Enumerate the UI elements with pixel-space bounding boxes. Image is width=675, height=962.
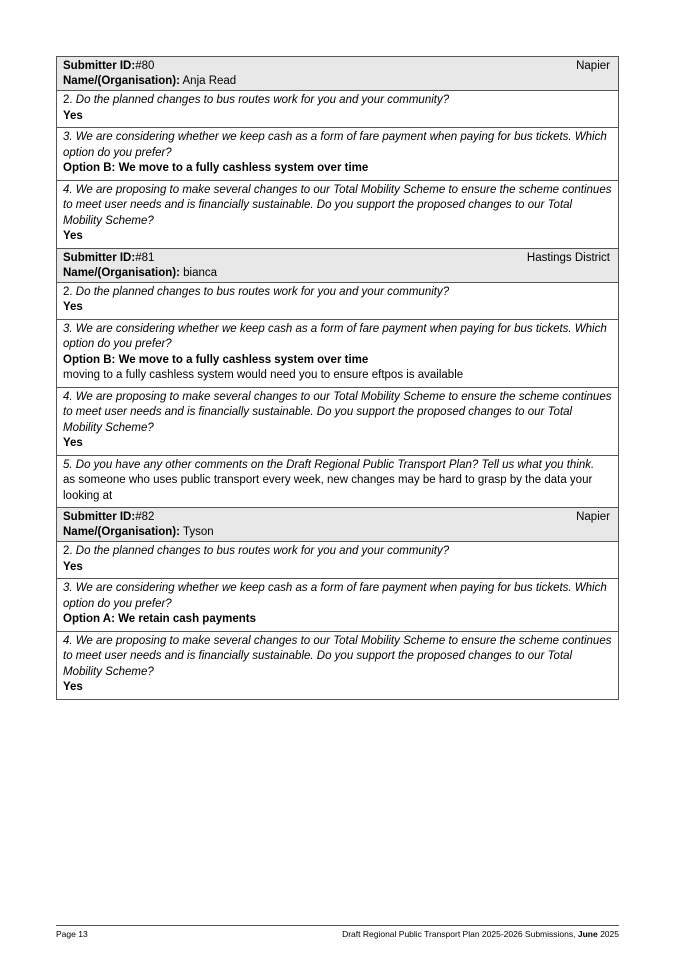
comment-text: moving to a fully cashless system would need you to ensure eftpos is available	[63, 369, 464, 381]
question-text: 4. We are proposing to make several changes to our Total Mobility Scheme to ensure the scheme continues to meet user needs and is financially sustainable. Do you support the proposed changes to our Total Mobility Scheme?	[63, 390, 612, 434]
response-row	[57, 91, 618, 128]
question-number: 2.	[63, 94, 73, 106]
response-row	[57, 632, 618, 699]
submitter-name: Anja Read	[182, 75, 237, 87]
answer-text: Option A: We retain cash payments	[63, 613, 256, 625]
submission-header	[57, 249, 618, 283]
answer-text: Option B: We move to a fully cashless system over time	[63, 353, 369, 366]
answer-text: Yes	[63, 560, 83, 573]
answer-text: Option B: We move to a fully cashless system over time	[63, 162, 369, 174]
submitter-id-label: Submitter ID:	[63, 251, 136, 264]
submissions-document	[56, 56, 619, 700]
footer-year: 2025	[600, 929, 619, 939]
comment-text: as someone who uses public transport every week, new changes may be hard to grasp by the data your looking at	[63, 474, 593, 502]
name-label: Name/(Organisation):	[63, 526, 180, 538]
question-text: 3. We are considering whether we keep cash as a form of fare payment when paying for bus tickets. Which option do you prefer?	[63, 582, 607, 610]
submitter-id-label: Submitter ID:	[63, 511, 136, 523]
submitter-id-label: Submitter ID:	[63, 60, 136, 72]
question-number: 2.	[63, 545, 73, 557]
response-row	[57, 542, 618, 579]
response-row	[57, 579, 618, 632]
submitter-id: #80	[135, 60, 155, 72]
submitter-location: Napier	[576, 511, 610, 523]
question-text: 5. Do you have any other comments on the Draft Regional Public Transport Plan? Tell us what you think.	[63, 458, 595, 471]
response-row	[57, 283, 618, 320]
question-text: 3. We are considering whether we keep cash as a form of fare payment when paying for bus tickets. Which option do you prefer?	[63, 131, 607, 159]
question-text: 4. We are proposing to make several changes to our Total Mobility Scheme to ensure the scheme continues to meet user needs and is financially sustainable. Do you support the proposed changes to our Total Mobility Scheme?	[63, 183, 612, 227]
question-text: Do the planned changes to bus routes work for you and your community?	[75, 545, 450, 557]
question-text: 3. We are considering whether we keep cash as a form of fare payment when paying for bus tickets. Which option do you prefer?	[63, 322, 607, 350]
response-row	[57, 320, 618, 388]
answer-text: Yes	[63, 437, 83, 449]
page-footer	[56, 925, 619, 940]
submission-header	[57, 57, 618, 91]
response-row	[57, 128, 618, 181]
submission-block	[56, 248, 619, 508]
submitter-location: Napier	[576, 60, 610, 72]
name-label: Name/(Organisation):	[63, 266, 180, 279]
answer-text: Yes	[63, 230, 83, 242]
answer-text: Yes	[63, 109, 83, 122]
submitter-name: bianca	[183, 266, 218, 279]
question-text: Do the planned changes to bus routes work for you and your community?	[75, 285, 450, 298]
answer-text: Yes	[63, 681, 83, 693]
submitter-id: #82	[135, 511, 155, 523]
response-row	[57, 388, 618, 456]
name-label: Name/(Organisation):	[63, 75, 180, 87]
response-row	[57, 181, 618, 248]
question-text: Do the planned changes to bus routes work for you and your community?	[75, 94, 450, 106]
footer-title: Draft Regional Public Transport Plan 2025-2026 Submissions, June 2025	[342, 929, 619, 939]
question-number: 2.	[63, 285, 73, 298]
response-row	[57, 456, 618, 508]
submitter-id: #81	[135, 251, 155, 264]
submission-block	[56, 56, 619, 248]
submission-header	[57, 508, 618, 542]
answer-text: Yes	[63, 301, 83, 313]
submitter-location: Hastings District	[526, 251, 610, 264]
footer-month: June	[577, 929, 598, 939]
submitter-name: Tyson	[182, 526, 214, 538]
page-number: Page 13	[56, 929, 88, 939]
question-text: 4. We are proposing to make several changes to our Total Mobility Scheme to ensure the scheme continues to meet user needs and is financially sustainable. Do you support the proposed changes to our Total Mobility Scheme?	[63, 634, 612, 678]
submission-block	[56, 507, 619, 700]
